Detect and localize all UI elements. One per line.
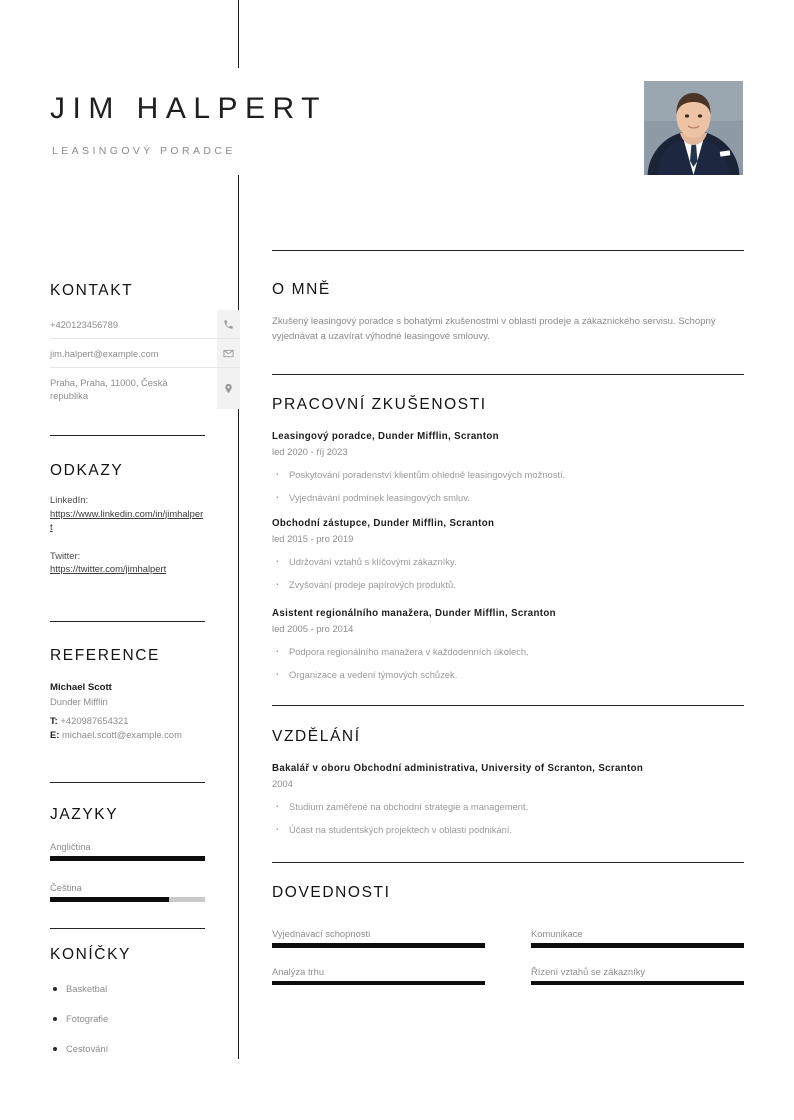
contact-item-phone[interactable] xyxy=(50,310,240,339)
language-name-english: Angličtina xyxy=(50,841,91,852)
languages-list xyxy=(50,841,205,902)
education-divider xyxy=(272,705,744,706)
about-text: Zkušený leasingový poradce s bohatými zkušenostmi v oblasti prodeje a zákaznického servisu. Schopný vyjednávat a uzavírat výhodné leasingové smlouvy. xyxy=(272,316,716,342)
experience-section xyxy=(272,396,744,414)
language-bar-fill-czech xyxy=(50,897,169,902)
about-text-block xyxy=(272,314,744,344)
link-label-linkedin: LinkedIn: xyxy=(50,494,89,505)
reference-email-row xyxy=(50,728,205,742)
language-bar-english xyxy=(50,856,205,861)
skill-name: Řízení vztahů se zákazníky xyxy=(531,965,646,977)
links-list xyxy=(50,493,205,576)
reference-name: Michael Scott xyxy=(50,682,112,693)
hobbies-heading: KONÍČKY xyxy=(50,946,131,963)
contact-item-email[interactable] xyxy=(50,339,240,368)
skill-item xyxy=(531,966,744,986)
languages-divider xyxy=(50,782,205,783)
link-url-linkedin[interactable]: https://www.linkedin.com/in/jimhalpert xyxy=(50,507,204,532)
phone-icon xyxy=(217,310,240,338)
languages-section xyxy=(50,806,205,824)
language-item-english xyxy=(50,841,205,861)
experience-bullet: · Podpora regionálního manažera v každodenních úkolech. xyxy=(272,645,744,659)
experience-bullet: · Poskytování poradenství klientům ohledně leasingových možností. xyxy=(272,468,744,482)
experience-entry xyxy=(272,430,744,505)
education-entry xyxy=(272,762,744,837)
reference-divider xyxy=(50,621,205,622)
skill-bar xyxy=(272,981,485,986)
education-title: Bakalář v oboru Obchodní administrativa, University of Scranton, Scranton xyxy=(272,763,644,774)
experience-divider xyxy=(272,374,744,375)
skills-section xyxy=(272,884,744,902)
column-vertical-divider xyxy=(238,175,239,1059)
experience-date: led 2005 - pro 2014 xyxy=(272,623,354,634)
contact-heading: KONTAKT xyxy=(50,282,134,299)
reference-heading: REFERENCE xyxy=(50,647,160,664)
experience-bullet: · Udržování vztahů s klíčovými zákazníky. xyxy=(272,555,744,569)
links-heading: ODKAZY xyxy=(50,462,124,479)
hobbies-list xyxy=(50,982,205,1072)
skill-name: Analýza trhu xyxy=(272,965,325,977)
envelope-icon xyxy=(217,339,240,367)
language-item-czech xyxy=(50,882,205,902)
experience-title: Leasingový poradce, Dunder Mifflin, Scranton xyxy=(272,431,499,442)
education-bullet: · Účast na studentských projektech v oblasti podnikání. xyxy=(272,823,744,837)
hobbies-divider xyxy=(50,928,205,929)
about-divider xyxy=(272,250,744,251)
skill-item xyxy=(272,928,485,948)
skill-item xyxy=(272,966,485,986)
skill-bar-fill xyxy=(531,981,744,986)
link-item-linkedin xyxy=(50,493,205,534)
reference-phone-row xyxy=(50,714,205,728)
skill-bar-fill xyxy=(272,981,485,986)
experience-bullet: · Organizace a vedení týmových schůzek. xyxy=(272,668,744,682)
skill-name: Komunikace xyxy=(531,928,583,939)
skill-bar-fill xyxy=(272,943,485,948)
reference-email-value: michael.scott@example.com xyxy=(61,728,182,740)
education-date: 2004 xyxy=(272,778,293,789)
reference-phone-label: T: xyxy=(50,715,58,726)
skills-grid xyxy=(272,928,744,985)
location-pin-icon xyxy=(217,368,240,409)
link-url-twitter[interactable]: https://twitter.com/jimhalpert xyxy=(50,563,167,574)
experience-entry xyxy=(272,517,744,592)
list-item: Fotografie xyxy=(50,1012,205,1026)
contact-section xyxy=(50,282,205,300)
list-item: Cestování xyxy=(50,1042,205,1056)
about-section xyxy=(272,281,744,299)
education-section xyxy=(272,728,744,746)
reference-section xyxy=(50,647,205,665)
link-label-twitter: Twitter: xyxy=(50,549,81,561)
skill-bar xyxy=(531,943,744,948)
reference-details xyxy=(50,681,205,741)
language-bar-czech xyxy=(50,897,205,902)
experience-date: led 2020 - říj 2023 xyxy=(272,446,348,457)
profile-photo-image xyxy=(644,81,743,175)
reference-org: Dunder Mifflin xyxy=(50,696,108,707)
candidate-name: JIM HALPERT xyxy=(50,92,327,125)
language-name-czech: Čeština xyxy=(50,882,82,893)
contact-phone-text: +420123456789 xyxy=(50,319,119,330)
contact-list xyxy=(50,310,240,409)
skills-divider xyxy=(272,862,744,863)
list-item: Basketbal xyxy=(50,982,205,996)
contact-item-address[interactable] xyxy=(50,368,240,409)
skill-bar xyxy=(531,981,744,986)
skill-name: Vyjednávací schopnosti xyxy=(272,928,371,939)
languages-heading: JAZYKY xyxy=(50,806,119,823)
skills-heading: DOVEDNOSTI xyxy=(272,884,391,901)
links-section xyxy=(50,462,205,480)
contact-email-text: jim.halpert@example.com xyxy=(50,348,159,359)
experience-bullet: · Vyjednávání podmínek leasingových smluv. xyxy=(272,491,744,505)
reference-phone-value: +420987654321 xyxy=(60,715,129,726)
education-heading: VZDĚLÁNÍ xyxy=(272,728,361,745)
links-divider xyxy=(50,435,205,436)
skill-bar-fill xyxy=(531,943,744,948)
experience-title: Asistent regionálního manažera, Dunder Mifflin, Scranton xyxy=(272,608,556,619)
profile-photo xyxy=(644,81,743,175)
language-bar-fill-english xyxy=(50,856,205,861)
experience-heading: PRACOVNÍ ZKUŠENOSTI xyxy=(272,396,487,413)
experience-bullet: · Zvyšování prodeje papírových produktů. xyxy=(272,578,744,592)
experience-date: led 2015 - pro 2019 xyxy=(272,533,354,544)
resume-header xyxy=(0,0,794,200)
experience-entry xyxy=(272,607,744,682)
hobbies-section xyxy=(50,946,205,964)
reference-email-label: E: xyxy=(50,728,60,740)
experience-title: Obchodní zástupce, Dunder Mifflin, Scranton xyxy=(272,518,495,529)
about-heading: O MNĚ xyxy=(272,281,331,298)
skill-item xyxy=(531,928,744,948)
education-bullet: · Studium zaměřené na obchodní strategie a management. xyxy=(272,800,744,814)
candidate-job-title: LEASINGOVÝ PORADCE xyxy=(52,145,236,157)
link-item-twitter xyxy=(50,549,205,576)
skill-bar xyxy=(272,943,485,948)
contact-address-text: Praha, Praha, 11000, Česká republika xyxy=(50,377,168,401)
